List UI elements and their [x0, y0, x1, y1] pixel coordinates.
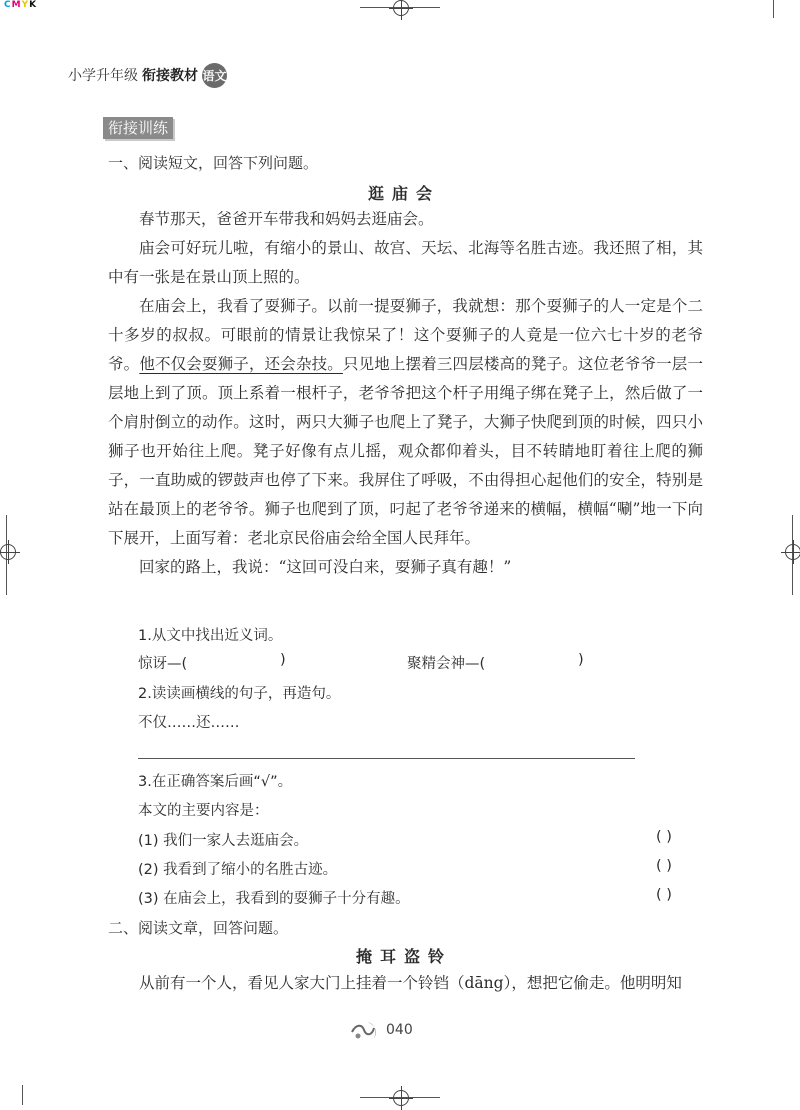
page-header: [68, 62, 227, 88]
subject-badge: 语文: [202, 63, 227, 88]
registration-mark-top: [393, 0, 409, 16]
section-tag: 衔接训练: [103, 117, 173, 139]
cmyk-mark: [4, 0, 37, 10]
question-2: 2.读读画横线的句子，再造句。: [138, 686, 341, 702]
paragraph-3: [108, 292, 703, 553]
part2-paragraph-1: 从前有一个人，看见人家大门上挂着一个铃铛（dāng），想把它偷走。他明明知: [139, 974, 682, 992]
part1-passage: [108, 205, 703, 582]
paragraph-4: 回家的路上，我说：“这回可没白来，耍狮子真有趣！”: [139, 558, 512, 576]
crop-mark-bottom-left: [22, 1085, 23, 1105]
registration-mark-left: [0, 544, 16, 560]
option-1-answer-box[interactable]: ( ): [656, 829, 672, 845]
registration-mark-right: [785, 544, 800, 560]
crop-mark-top-right: [773, 0, 774, 18]
paragraph-2: 庙会可好玩儿啦，有缩小的景山、故宫、天坛、北海等名胜古迹。我还照了相，其中有一张是在景山顶上照的。: [108, 239, 703, 286]
paragraph-3-after: 只见地上摆着三四层楼高的凳子。这位老爷爷一层一层地上到了顶。顶上系着一根杆子，老爷爷把这个杆子用绳子绑在凳子上，然后做了一个肩肘倒立的动作。这时，两只大狮子也爬上了凳子，大狮子快爬到顶的时候，四只小狮子也开始往上爬。凳子好像有点儿摇，观众都仰着头，目不转睛地盯着往上爬的狮子，一直助威的锣鼓声也停了下来。我屏住了呼吸，不由得担心起他们的安全，特别是站在最顶上的老爷爷。狮子也爬到了顶，叼起了老爷爷递来的横幅，横幅“唰”地一下向下展开，上面写着：老北京民俗庙会给全国人民拜年。: [108, 355, 703, 547]
cmyk-m: M: [11, 0, 22, 10]
footer-ornament-icon: [350, 1018, 380, 1042]
registration-mark-bottom: [393, 1090, 409, 1106]
synonym-a-word: 惊讶—(: [138, 656, 188, 672]
question-3: 3.在正确答案后画“√”。: [138, 774, 293, 790]
sentence-pattern: 不仅……还……: [138, 715, 240, 731]
part2-title: 掩耳盗铃: [355, 947, 452, 966]
option-3: (3) 在庙会上，我看到的耍狮子十分有趣。: [138, 891, 410, 907]
synonym-b-word: 聚精会神—(: [407, 656, 486, 672]
part2-passage: [108, 969, 703, 998]
page-number: 040: [386, 1022, 413, 1038]
cmyk-k: K: [29, 0, 38, 10]
paragraph-3-before: 在庙会上，我看了耍狮子。以前一提耍狮子，我就想：那个耍狮子的人一定是个二十多岁的叔叔。可眼前的情景让我惊呆了！这个耍狮子的人竟是一位六七十岁的老爷爷。: [108, 297, 703, 373]
part2-heading: 二、阅读文章，回答问题。: [108, 919, 289, 937]
page-footer: [350, 1018, 413, 1042]
paragraph-1: 春节那天，爸爸开车带我和妈妈去逛庙会。: [139, 210, 434, 228]
question-1: 1.从文中找出近义词。: [138, 628, 283, 644]
header-series: 小学升年级: [68, 68, 138, 84]
cmyk-y: Y: [21, 0, 30, 10]
part1-heading: 一、阅读短文，回答下列问题。: [108, 154, 319, 172]
option-1: (1) 我们一家人去逛庙会。: [138, 833, 309, 849]
synonym-a-blank[interactable]: ): [280, 652, 286, 668]
option-2: (2) 我看到了缩小的名胜古迹。: [138, 862, 338, 878]
option-3-answer-box[interactable]: ( ): [656, 887, 672, 903]
header-title: 衔接教材: [142, 68, 198, 84]
synonym-b-blank[interactable]: ): [578, 652, 584, 668]
option-2-answer-box[interactable]: ( ): [656, 858, 672, 874]
underlined-sentence: 他不仅会耍狮子，还会杂技。: [139, 355, 343, 373]
answer-line[interactable]: [138, 758, 635, 759]
question-3-stem: 本文的主要内容是：: [138, 803, 269, 819]
cmyk-c: C: [4, 0, 12, 10]
part1-title: 逛庙会: [367, 184, 440, 203]
